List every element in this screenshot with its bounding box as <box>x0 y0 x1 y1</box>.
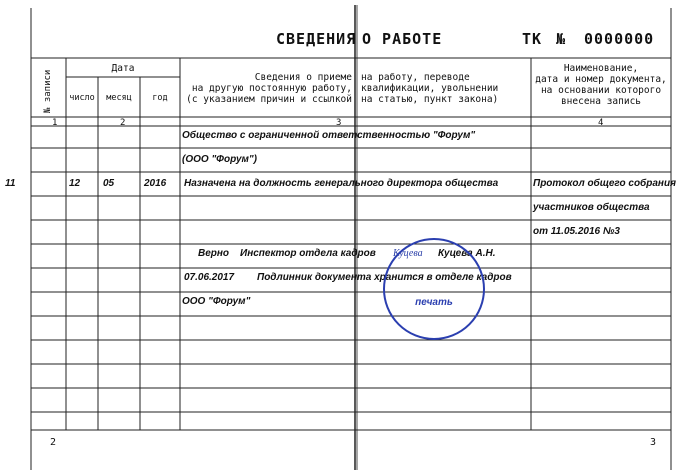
seal-label: печать <box>415 297 453 308</box>
record-text: Назначена на должность генерального директора общества <box>184 178 499 189</box>
basis-header-4: внесена запись <box>560 96 642 107</box>
day-header: число <box>69 93 95 103</box>
page-title-left: СВЕДЕНИЯ <box>276 30 357 48</box>
record-basis-line-2: участников общества <box>533 202 650 213</box>
record-day: 12 <box>69 178 81 189</box>
info-header-right-3: на статью, пункт закона) <box>361 94 499 105</box>
date-header: Дата <box>111 63 135 74</box>
month-header: месяц <box>106 93 132 103</box>
column-number-1: 1 <box>52 118 58 128</box>
info-header-right-1: на работу, переводе <box>361 72 470 83</box>
org-full-name: Общество с ограниченной ответственностью "Форум" <box>182 130 476 141</box>
record-basis-line-3: от 11.05.2016 №3 <box>533 226 620 237</box>
info-header-left-3: (с указанием причин и ссылкой <box>186 94 352 105</box>
handwritten-signature: Куцева <box>393 248 423 259</box>
info-header-right-2: квалификации, увольнении <box>361 83 499 94</box>
number-sign: № <box>556 30 567 48</box>
year-header: год <box>152 93 168 103</box>
book-number: 0000000 <box>584 30 655 48</box>
certify-name: Куцева А.Н. <box>438 248 496 259</box>
official-seal <box>383 238 485 340</box>
info-header-left-1: Сведения о приеме <box>254 72 352 83</box>
record-basis-line-1: Протокол общего собрания <box>533 178 676 189</box>
record-year: 2016 <box>144 178 167 189</box>
certify-note: Подлинник документа хранится в отделе кадров <box>257 272 512 283</box>
column-number-2: 2 <box>120 118 126 128</box>
record-number-header: № записи <box>43 69 53 113</box>
info-header-left-2: на другую постоянную работу, <box>191 83 352 94</box>
page-title-right: О РАБОТЕ <box>362 30 443 48</box>
certify-verno: Верно <box>198 248 230 259</box>
org-short-name: (ООО "Форум") <box>182 154 257 165</box>
certify-org: ООО "Форум" <box>182 296 251 307</box>
certify-position: Инспектор отдела кадров <box>240 248 376 259</box>
column-number-4: 4 <box>598 118 604 128</box>
page-number-left: 2 <box>50 437 57 448</box>
basis-header-2: дата и номер документа, <box>535 74 667 85</box>
tk-label: ТК <box>522 30 543 48</box>
record-number: 11 <box>5 178 16 189</box>
basis-header-1: Наименование, <box>563 63 639 74</box>
record-month: 05 <box>103 178 115 189</box>
column-number-3: 3 <box>336 118 342 128</box>
basis-header-3: на основании которого <box>540 85 662 96</box>
page-number-right: 3 <box>650 437 657 448</box>
certify-date: 07.06.2017 <box>184 272 235 283</box>
